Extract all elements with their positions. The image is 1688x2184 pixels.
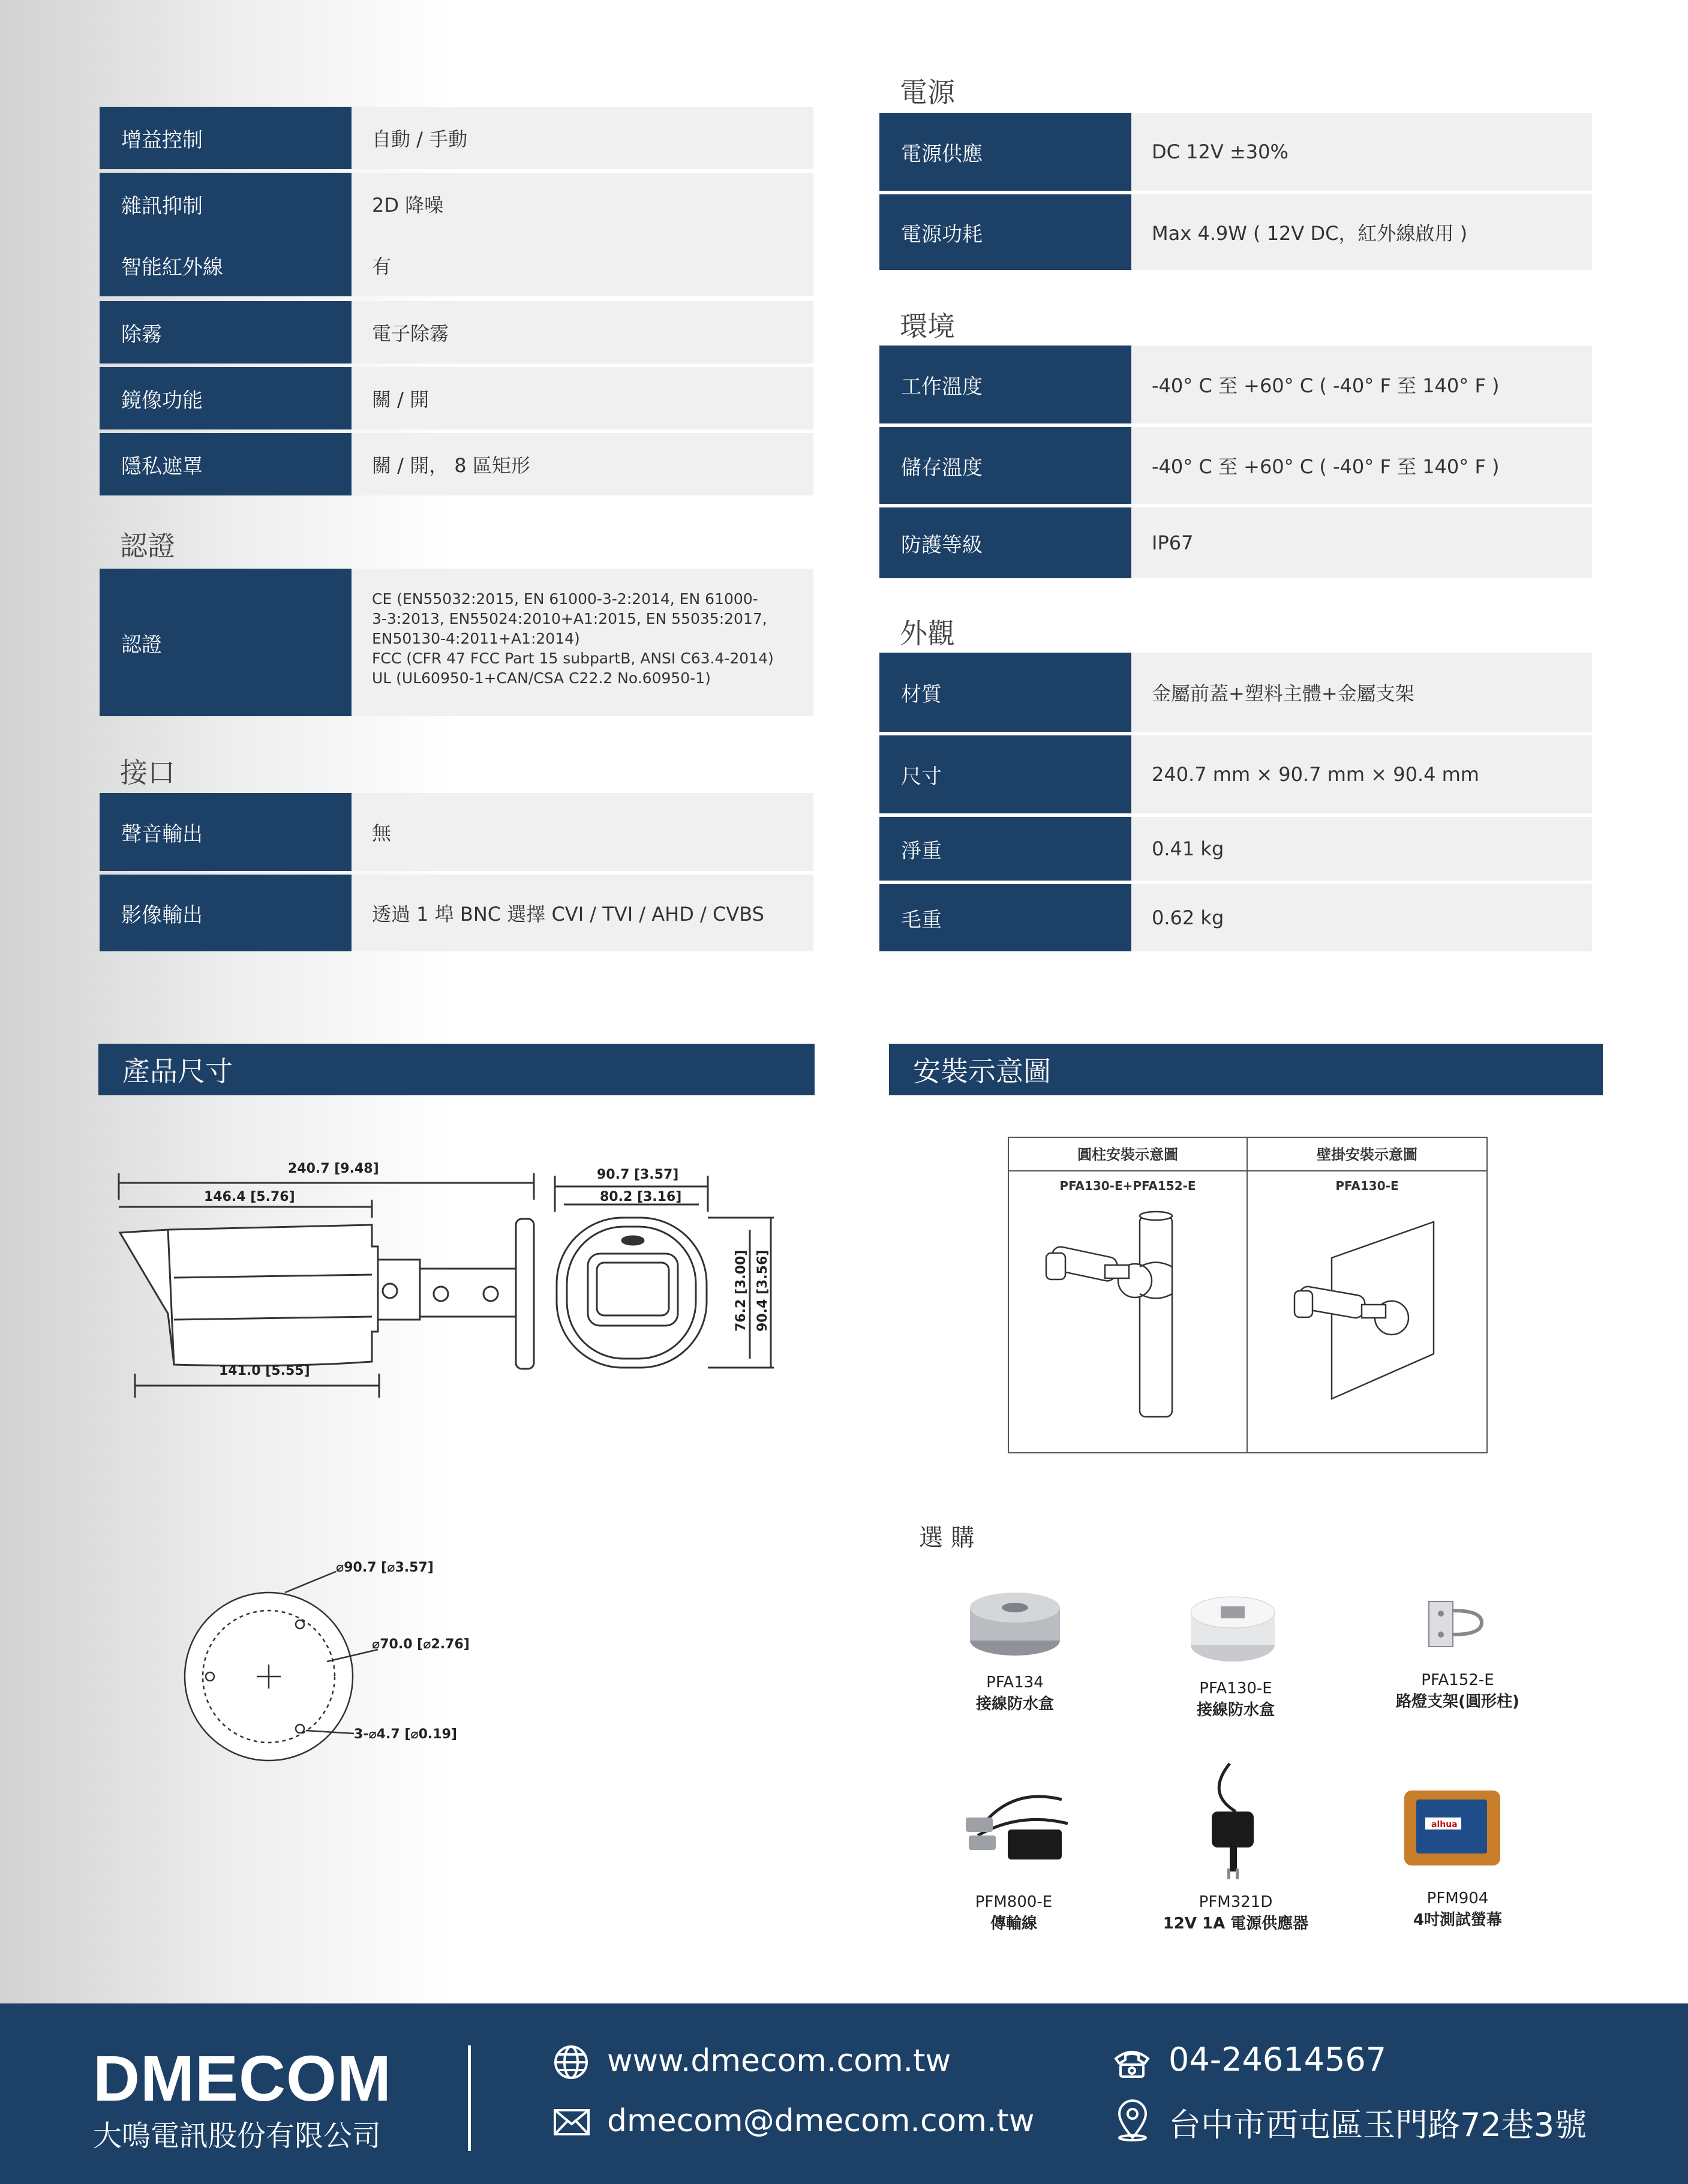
spec-label: 尺寸 [879,735,1131,813]
accessory-item [1128,1893,1344,1933]
cert-value [352,569,813,716]
spec-value: 240.7 mm × 90.7 mm × 90.4 mm [1131,735,1592,813]
spec-row [879,653,1592,732]
spec-label: 聲音輸出 [100,793,352,871]
section-heading-appearance: 外觀 [900,617,955,650]
accessory-desc: 12V 1A 電源供應器 [1163,1915,1309,1933]
spec-row [100,433,813,495]
install-col2-model: PFA130-E [1335,1179,1399,1193]
dim-body-label: 146.4 [5.76] [204,1189,295,1204]
accessory-model: PFM800-E [975,1893,1053,1911]
spec-value: Max 4.9W ( 12V DC，紅外線啟用 ) [1131,194,1592,270]
spec-label: 隱私遮罩 [100,433,352,495]
section-heading-environment: 環境 [900,310,955,343]
accessory-item [931,1674,1099,1714]
spec-value: -40° C 至 +60° C ( -40° F 至 140° F ) [1131,346,1592,423]
spec-value: 2D 降噪 [352,173,813,235]
footer-divider [468,2045,471,2151]
spec-row [879,113,1592,191]
install-col1-model: PFA130-E+PFA152-E [1059,1179,1196,1193]
spec-row [879,884,1592,951]
cert-line: EN50130-4:2011+A1:2014) [372,630,580,647]
spec-value: 關 / 開 [352,367,813,429]
accessories-heading: 選 購 [919,1524,975,1552]
spec-label: 淨重 [879,817,1131,881]
spec-value: DC 12V ±30% [1131,113,1592,191]
spec-row-cert [100,569,813,716]
phone-number[interactable]: 04-24614567 [1169,2041,1387,2078]
dim-front-w2-label: 80.2 [3.16] [600,1189,682,1204]
accessory-desc: 接線防水盒 [975,1695,1054,1713]
accessory-desc: 傳輸線 [990,1915,1037,1933]
section-heading-cert: 認證 [120,530,175,562]
divider [1009,1170,1486,1171]
spec-label: 除霧 [100,301,352,364]
spec-row [100,173,813,235]
pole-mount-illustration [1009,1198,1247,1450]
spec-value: 0.41 kg [1131,817,1592,881]
spec-row [879,507,1592,578]
spec-row [100,367,813,429]
spec-value: 0.62 kg [1131,884,1592,951]
dim-total-label: 240.7 [9.48] [288,1161,379,1176]
company-name: 大鳴電訊股份有限公司 [93,2119,382,2153]
installation-title: 安裝示意圖 [889,1044,1603,1095]
section-heading-interface: 接口 [120,756,175,789]
spec-row [879,346,1592,423]
dim-base-label: 141.0 [5.55] [219,1363,310,1378]
brand-logo: DMECOM [93,2042,392,2114]
dim-mount-holes-label: 3-⌀4.7 [⌀0.19] [354,1727,457,1742]
spec-row [100,793,813,871]
dimensions-title: 產品尺寸 [98,1044,815,1095]
spec-value: 電子除霧 [352,301,813,364]
spec-row [879,817,1592,881]
accessory-model: PFA134 [986,1674,1044,1692]
spec-row [100,301,813,364]
spec-label: 材質 [879,653,1131,732]
accessory-model: PFA130-E [1199,1680,1272,1698]
install-col1-title: 圓柱安裝示意圖 [1077,1146,1178,1163]
address: 台中市西屯區玉門路72巷3號 [1169,2106,1587,2144]
pfa152-e-image [1422,1596,1488,1656]
section-heading-power: 電源 [900,76,955,109]
spec-row [100,107,813,169]
spec-row [100,875,813,951]
spec-label: 智能紅外線 [100,234,352,296]
pfm321d-image [1194,1758,1272,1883]
dim-front-h1-label: 76.2 [3.00] [734,1249,749,1332]
accessory-desc: 4吋測試螢幕 [1413,1911,1503,1929]
mail-icon [553,2108,590,2136]
footer [0,2003,1688,2184]
spec-label: 雜訊抑制 [100,173,352,235]
phone-icon [1113,2047,1151,2079]
accessory-model: PFM904 [1426,1889,1489,1907]
spec-value: 有 [352,234,813,296]
accessory-item [1374,1889,1542,1930]
cert-line: CE (EN55032:2015, EN 61000-3-2:2014, EN 61000- [372,590,758,608]
spec-value: 金屬前蓋+塑料主體+金屬支架 [1131,653,1592,732]
spec-value: 關 / 開， 8 區矩形 [352,433,813,495]
dim-front-h2-label: 90.4 [3.56] [755,1249,770,1332]
spec-label: 增益控制 [100,107,352,169]
pfm904-image [1401,1788,1503,1871]
cert-line: UL (UL60950-1+CAN/CSA C22.2 No.60950-1) [372,669,711,687]
accessory-desc: 路燈支架(圓形柱) [1396,1693,1519,1711]
cert-line: FCC (CFR 47 FCC Part 15 subpartB, ANSI C63.4-2014) [372,650,774,667]
spec-value: 自動 / 手動 [352,107,813,169]
accessory-item [930,1893,1098,1933]
installation-diagram [1008,1137,1488,1453]
accessory-item [1374,1671,1542,1711]
pfa130-e-image [1188,1590,1278,1668]
accessory-model: PFM321D [1199,1893,1273,1911]
spec-label: 認證 [100,569,352,716]
pfm800-e-image [960,1776,1080,1871]
spec-label: 工作溫度 [879,346,1131,423]
email-link[interactable]: dmecom@dmecom.com.tw [607,2103,1035,2139]
spec-label: 儲存溫度 [879,427,1131,504]
mount-base-drawing [180,1548,516,1764]
accessory-model: PFA152-E [1421,1671,1494,1689]
spec-label: 影像輸出 [100,875,352,951]
location-pin-icon [1116,2098,1149,2141]
accessory-desc: 接線防水盒 [1196,1701,1275,1719]
globe-icon [553,2044,589,2080]
spec-label: 防護等級 [879,507,1131,578]
svg-text:alhua: alhua [1431,1820,1458,1829]
spec-row [879,194,1592,270]
spec-label: 鏡像功能 [100,367,352,429]
spec-value: 透過 1 埠 BNC 選擇 CVI / TVI / AHD / CVBS [352,875,813,951]
install-col2-title: 壁掛安裝示意圖 [1317,1146,1417,1163]
spec-value: -40° C 至 +60° C ( -40° F 至 140° F ) [1131,427,1592,504]
cert-line: 3-3:2013, EN55024:2010+A1:2015, EN 55035:2017, [372,610,767,627]
spec-row [100,234,813,296]
spec-label: 電源功耗 [879,194,1131,270]
accessory-item [1152,1680,1320,1720]
dim-front-w1-label: 90.7 [3.57] [597,1167,679,1182]
spec-row [879,427,1592,504]
dim-mount-inner-label: ⌀70.0 [⌀2.76] [372,1637,470,1652]
spec-value: IP67 [1131,507,1592,578]
spec-label: 毛重 [879,884,1131,951]
website-link[interactable]: www.dmecom.com.tw [607,2043,951,2079]
camera-dimension-drawing [108,1152,804,1428]
spec-row [879,735,1592,813]
spec-label: 電源供應 [879,113,1131,191]
wall-mount-illustration [1248,1198,1485,1450]
spec-value: 無 [352,793,813,871]
dim-mount-outer-label: ⌀90.7 [⌀3.57] [336,1560,434,1575]
pfa134-image [967,1590,1063,1662]
